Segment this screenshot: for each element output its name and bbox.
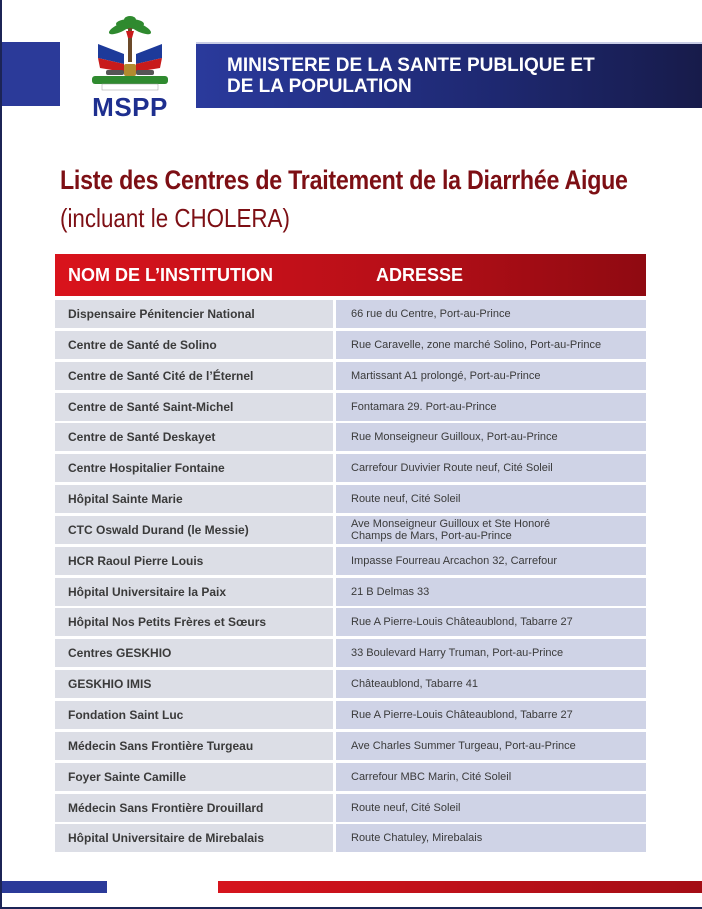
ministry-name	[227, 55, 687, 97]
table-row	[55, 454, 646, 482]
institution-name: Centre de Santé Deskayet	[55, 423, 333, 451]
table-row	[55, 485, 646, 513]
institution-address: 21 B Delmas 33	[336, 578, 646, 606]
institution-name: GESKHIO IMIS	[55, 670, 333, 698]
ministry-line-2: DE LA POPULATION	[227, 76, 412, 97]
table-row	[55, 300, 646, 328]
column-header-institution: NOM DE L’INSTITUTION	[68, 265, 273, 285]
institution-name: Centres GESKHIO	[55, 639, 333, 667]
table-row	[55, 608, 646, 636]
institution-name: Centre de Santé de Solino	[55, 331, 333, 359]
institution-address: Impasse Fourreau Arcachon 32, Carrefour	[336, 547, 646, 575]
table-row	[55, 763, 646, 791]
table-row	[55, 670, 646, 698]
institution-name: Foyer Sainte Camille	[55, 763, 333, 791]
institution-address: Ave Charles Summer Turgeau, Port-au-Prince	[336, 732, 646, 760]
institution-name: Centre de Santé Cité de l’Éternel	[55, 362, 333, 390]
institution-address: 66 rue du Centre, Port-au-Prince	[336, 300, 646, 328]
institution-address: Rue A Pierre-Louis Châteaublond, Tabarre 27	[336, 608, 646, 636]
institution-address: Ave Monseigneur Guilloux et Ste Honoré Champs de Mars, Port-au-Prince	[336, 516, 646, 544]
ministry-line-1: MINISTERE DE LA SANTE PUBLIQUE ET	[227, 55, 595, 76]
table-row	[55, 578, 646, 606]
footer-blue-bar	[0, 881, 107, 893]
institution-address: Martissant A1 prolongé, Port-au-Prince	[336, 362, 646, 390]
logo-text: MSPP	[92, 92, 168, 122]
institution-name: Médecin Sans Frontière Turgeau	[55, 732, 333, 760]
haiti-coat-of-arms-icon	[84, 14, 176, 92]
mspp-logo	[78, 14, 182, 126]
institution-name: Fondation Saint Luc	[55, 701, 333, 729]
table-row	[55, 639, 646, 667]
table-row	[55, 794, 646, 822]
institution-address: Châteaublond, Tabarre 41	[336, 670, 646, 698]
institution-address: Carrefour MBC Marin, Cité Soleil	[336, 763, 646, 791]
institution-name: Médecin Sans Frontière Drouillard	[55, 794, 333, 822]
table-row	[55, 393, 646, 421]
institution-name: HCR Raoul Pierre Louis	[55, 547, 333, 575]
table-row	[55, 732, 646, 760]
institution-name: Dispensaire Pénitencier National	[55, 300, 333, 328]
page-subtitle: (incluant le CHOLERA)	[60, 203, 290, 233]
table-header	[55, 254, 646, 296]
table-row	[55, 331, 646, 359]
institution-address: Route neuf, Cité Soleil	[336, 794, 646, 822]
table-row	[55, 824, 646, 852]
table-row	[55, 547, 646, 575]
institution-address: Fontamara 29. Port-au-Prince	[336, 393, 646, 421]
institution-name: Hôpital Universitaire de Mirebalais	[55, 824, 333, 852]
institution-address: Rue Monseigneur Guilloux, Port-au-Prince	[336, 423, 646, 451]
table-row	[55, 701, 646, 729]
institution-address: Rue Caravelle, zone marché Solino, Port-au-Prince	[336, 331, 646, 359]
page-title: Liste des Centres de Traitement de la Diarrhée Aigue	[60, 165, 628, 195]
institution-address: Route neuf, Cité Soleil	[336, 485, 646, 513]
table-row	[55, 516, 646, 544]
institution-name: Centre de Santé Saint-Michel	[55, 393, 333, 421]
institution-name: Hôpital Sainte Marie	[55, 485, 333, 513]
header-left-bar	[0, 42, 60, 106]
table-row	[55, 423, 646, 451]
header-banner	[196, 42, 702, 108]
institution-address: 33 Boulevard Harry Truman, Port-au-Prince	[336, 639, 646, 667]
institution-address: Carrefour Duvivier Route neuf, Cité Soleil	[336, 454, 646, 482]
table-body	[55, 300, 646, 855]
institution-name: Hôpital Nos Petits Frères et Sœurs	[55, 608, 333, 636]
footer-red-bar	[218, 881, 702, 893]
table-row	[55, 362, 646, 390]
institution-address: Rue A Pierre-Louis Châteaublond, Tabarre 27	[336, 701, 646, 729]
column-header-address: ADRESSE	[376, 265, 464, 285]
institution-name: CTC Oswald Durand (le Messie)	[55, 516, 333, 544]
institution-name: Centre Hospitalier Fontaine	[55, 454, 333, 482]
institution-name: Hôpital Universitaire la Paix	[55, 578, 333, 606]
institution-address: Route Chatuley, Mirebalais	[336, 824, 646, 852]
